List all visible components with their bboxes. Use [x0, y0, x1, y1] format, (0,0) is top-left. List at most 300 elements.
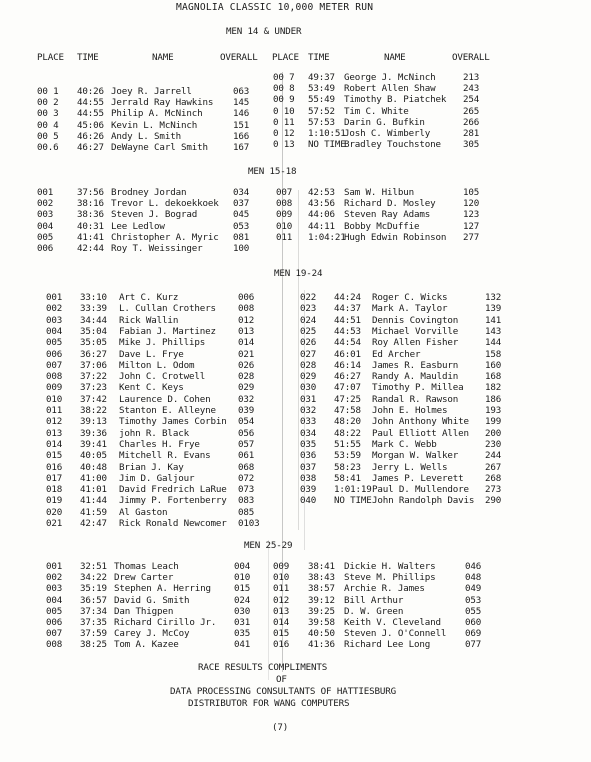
name-cell: David G. Smith [114, 594, 190, 606]
time-cell: 38:25 [80, 639, 107, 651]
overall-cell: 081 [233, 231, 250, 243]
overall-cell: 186 [485, 393, 502, 405]
overall-cell: 277 [463, 231, 480, 243]
overall-cell: 146 [233, 108, 250, 120]
time-cell: 37:42 [80, 393, 107, 405]
time-cell: 38:36 [77, 209, 104, 221]
time-cell: 46:27 [77, 142, 104, 153]
overall-cell: 132 [485, 292, 502, 303]
overall-cell: 032 [238, 393, 255, 405]
place-cell: 008 [276, 198, 293, 210]
overall-cell: 243 [463, 83, 480, 95]
time-cell: 49:37 [308, 72, 335, 83]
name-cell: Milton L. Odom [119, 359, 195, 371]
overall-cell: 244 [485, 450, 502, 462]
overall-cell: 166 [233, 130, 250, 142]
place-cell: 025 [300, 325, 317, 337]
place-cell: 011 [46, 405, 63, 416]
overall-cell: 054 [238, 416, 255, 428]
overall-cell: 160 [485, 359, 502, 371]
time-cell: 40:31 [77, 220, 104, 232]
place-cell: 00 2 [37, 97, 59, 109]
place-cell: 003 [37, 209, 54, 221]
name-cell: Kent C. Keys [119, 382, 184, 394]
footer-line: OF [276, 674, 287, 685]
time-cell: 37:56 [77, 187, 104, 198]
place-cell: 008 [46, 371, 63, 383]
place-cell: 018 [46, 484, 63, 496]
time-cell: 37:59 [80, 628, 107, 640]
name-cell: Charles H. Frye [119, 438, 200, 450]
overall-cell: 281 [463, 128, 480, 139]
time-cell: 38:41 [308, 561, 335, 572]
time-cell: 46:01 [334, 348, 361, 360]
footer-line: DISTRIBUTOR FOR WANG COMPUTERS [188, 698, 350, 709]
column-header: OVERALL [220, 52, 258, 63]
time-cell: 44:53 [334, 325, 361, 337]
name-cell: Stephen A. Herring [114, 583, 211, 595]
place-cell: 004 [37, 220, 54, 232]
place-cell: 007 [46, 359, 63, 371]
page-number: (7) [272, 722, 289, 733]
place-cell: 002 [37, 198, 54, 210]
place-cell: 015 [273, 628, 290, 640]
time-cell: 44:06 [308, 209, 335, 221]
place-cell: 012 [273, 594, 290, 606]
time-cell: 42:53 [308, 187, 335, 198]
name-cell: John Randolph Davis [372, 495, 475, 507]
place-cell: 014 [273, 617, 290, 628]
time-cell: 44:11 [308, 220, 335, 232]
time-cell: 41:59 [80, 506, 107, 518]
place-cell: 038 [300, 472, 317, 484]
page-title: MAGNOLIA CLASSIC 10,000 METER RUN [176, 2, 374, 13]
overall-cell: 127 [463, 220, 480, 232]
place-cell: 019 [46, 495, 63, 507]
overall-cell: 053 [233, 220, 250, 232]
place-cell: 008 [46, 639, 63, 651]
time-cell: NO TIME [334, 495, 372, 507]
column-header: PLACE [37, 52, 64, 63]
time-cell: 40:05 [80, 450, 107, 462]
name-cell: Darin G. Bufkin [344, 116, 425, 128]
name-cell: Brian J. Kay [119, 461, 184, 473]
name-cell: Steve M. Phillips [344, 572, 436, 584]
scan-artifact [268, 540, 269, 680]
name-cell: Bobby McDuffie [344, 220, 420, 232]
time-cell: 44:37 [334, 303, 361, 315]
overall-cell: 168 [485, 371, 502, 383]
name-cell: Michael Vorville [372, 325, 459, 337]
time-cell: 42:47 [80, 518, 107, 529]
place-cell: 0 11 [273, 116, 295, 128]
place-cell: 003 [46, 583, 63, 595]
section-heading: MEN 19-24 [274, 268, 323, 279]
overall-cell: 213 [463, 72, 480, 83]
place-cell: 013 [46, 427, 63, 439]
name-cell: Al Gaston [119, 506, 168, 518]
time-cell: 57:53 [308, 116, 335, 128]
time-cell: 37:34 [80, 605, 107, 617]
column-header: PLACE [272, 52, 299, 63]
place-cell: 020 [46, 506, 63, 518]
overall-cell: 068 [238, 461, 255, 473]
name-cell: Fabian J. Martinez [119, 325, 216, 337]
overall-cell: 193 [485, 405, 502, 416]
overall-cell: 026 [238, 359, 255, 371]
place-cell: 010 [46, 393, 63, 405]
column-header: NAME [152, 52, 174, 63]
name-cell: Randy A. Mauldin [372, 371, 459, 383]
name-cell: Lee Ledlow [111, 220, 165, 232]
name-cell: Art C. Kurz [119, 292, 179, 303]
place-cell: 009 [46, 382, 63, 394]
time-cell: 58:41 [334, 472, 361, 484]
place-cell: 022 [300, 292, 317, 303]
place-cell: 039 [300, 484, 317, 496]
time-cell: 1:10:51 [308, 128, 346, 139]
place-cell: 009 [273, 561, 290, 572]
overall-cell: 144 [485, 337, 502, 349]
overall-cell: 061 [238, 450, 255, 462]
overall-cell: 024 [234, 594, 251, 606]
name-cell: John C. Crotwell [119, 371, 206, 383]
overall-cell: 199 [485, 416, 502, 428]
time-cell: 41:41 [77, 231, 104, 243]
time-cell: 44:51 [334, 314, 361, 326]
time-cell: 37:23 [80, 382, 107, 394]
place-cell: 004 [46, 325, 63, 337]
name-cell: Roy T. Weissinger [111, 243, 203, 254]
name-cell: Mike J. Phillips [119, 337, 206, 349]
time-cell: 41:01 [80, 484, 107, 496]
place-cell: 035 [300, 438, 317, 450]
place-cell: 00 4 [37, 119, 59, 131]
time-cell: 47:07 [334, 382, 361, 394]
name-cell: Jim D. Galjour [119, 472, 195, 484]
time-cell: 53:59 [334, 450, 361, 462]
overall-cell: 158 [485, 348, 502, 360]
place-cell: 026 [300, 337, 317, 349]
overall-cell: 139 [485, 303, 502, 315]
time-cell: 42:44 [77, 243, 104, 254]
overall-cell: 055 [465, 605, 482, 617]
overall-cell: 100 [233, 243, 250, 254]
overall-cell: 045 [233, 209, 250, 221]
name-cell: Bradley Touchstone [344, 139, 441, 151]
overall-cell: 273 [485, 484, 502, 496]
place-cell: 010 [276, 220, 293, 232]
time-cell: 43:56 [308, 198, 335, 210]
time-cell: 39:36 [80, 427, 107, 439]
time-cell: 58:23 [334, 461, 361, 473]
overall-cell: 006 [238, 292, 255, 303]
scan-artifact [298, 190, 299, 530]
overall-cell: 230 [485, 438, 502, 450]
overall-cell: 004 [234, 561, 251, 572]
overall-cell: 073 [238, 484, 255, 496]
time-cell: 41:00 [80, 472, 107, 484]
place-cell: 027 [300, 348, 317, 360]
name-cell: Drew Carter [114, 572, 174, 584]
overall-cell: 290 [485, 495, 502, 507]
section-heading: MEN 15-18 [248, 166, 297, 177]
name-cell: Jerrald Ray Hawkins [111, 97, 214, 109]
place-cell: 001 [37, 187, 54, 198]
overall-cell: 035 [234, 628, 251, 640]
name-cell: Timothy James Corbin [119, 416, 227, 428]
overall-cell: 200 [485, 427, 502, 439]
column-header: OVERALL [452, 52, 490, 63]
name-cell: Bill Arthur [344, 594, 404, 606]
place-cell: 00 8 [273, 83, 295, 95]
overall-cell: 069 [465, 628, 482, 640]
place-cell: 024 [300, 314, 317, 326]
name-cell: john R. Black [119, 427, 189, 439]
place-cell: 031 [300, 393, 317, 405]
name-cell: Dennis Covington [372, 314, 459, 326]
overall-cell: 167 [233, 142, 250, 153]
time-cell: 33:10 [80, 292, 107, 303]
overall-cell: 008 [238, 303, 255, 315]
time-cell: 45:06 [77, 119, 104, 131]
place-cell: 009 [276, 209, 293, 221]
time-cell: 36:27 [80, 348, 107, 360]
column-header: TIME [308, 52, 330, 63]
name-cell: George J. McNinch [344, 72, 436, 83]
place-cell: 010 [273, 572, 290, 584]
place-cell: 033 [300, 416, 317, 428]
overall-cell: 041 [234, 639, 251, 651]
overall-cell: 0103 [238, 518, 260, 529]
name-cell: Philip A. McNinch [111, 108, 203, 120]
name-cell: John Anthony White [372, 416, 469, 428]
time-cell: 33:39 [80, 303, 107, 315]
name-cell: Ed Archer [372, 348, 421, 360]
name-cell: Kevin L. McNinch [111, 119, 198, 131]
overall-cell: 060 [465, 617, 482, 628]
place-cell: 002 [46, 303, 63, 315]
name-cell: Rick Wallin [119, 314, 179, 326]
place-cell: 007 [276, 187, 293, 198]
name-cell: Steven J. O'Connell [344, 628, 447, 640]
time-cell: 35:04 [80, 325, 107, 337]
place-cell: 00 1 [37, 86, 59, 97]
overall-cell: 013 [238, 325, 255, 337]
name-cell: Richard Cirillo Jr. [114, 617, 217, 628]
overall-cell: 265 [463, 105, 480, 117]
name-cell: James R. Easburn [372, 359, 459, 371]
place-cell: 016 [273, 639, 290, 651]
overall-cell: 083 [238, 495, 255, 507]
place-cell: 0 10 [273, 105, 295, 117]
footer-line: RACE RESULTS COMPLIMENTS [198, 662, 328, 673]
overall-cell: 151 [233, 119, 250, 131]
place-cell: 00 7 [273, 72, 295, 83]
place-cell: 034 [300, 427, 317, 439]
name-cell: Stanton E. Alleyne [119, 405, 216, 416]
place-cell: 030 [300, 382, 317, 394]
time-cell: 41:44 [80, 495, 107, 507]
time-cell: 48:22 [334, 427, 361, 439]
overall-cell: 145 [233, 97, 250, 109]
name-cell: Steven J. Bograd [111, 209, 198, 221]
name-cell: Sam W. Hilbun [344, 187, 414, 198]
overall-cell: 120 [463, 198, 480, 210]
time-cell: 39:58 [308, 617, 335, 628]
time-cell: 57:52 [308, 105, 335, 117]
time-cell: 38:57 [308, 583, 335, 595]
overall-cell: 254 [463, 94, 480, 106]
name-cell: Mark A. Taylor [372, 303, 448, 315]
overall-cell: 048 [465, 572, 482, 584]
overall-cell: 014 [238, 337, 255, 349]
overall-cell: 182 [485, 382, 502, 394]
time-cell: 47:25 [334, 393, 361, 405]
name-cell: Mark C. Webb [372, 438, 437, 450]
name-cell: Dan Thigpen [114, 605, 174, 617]
overall-cell: 123 [463, 209, 480, 221]
place-cell: 0 12 [273, 128, 295, 139]
place-cell: 037 [300, 461, 317, 473]
time-cell: 53:49 [308, 83, 335, 95]
overall-cell: 049 [465, 583, 482, 595]
overall-cell: 056 [238, 427, 255, 439]
overall-cell: 031 [234, 617, 251, 628]
time-cell: 39:41 [80, 438, 107, 450]
time-cell: 38:22 [80, 405, 107, 416]
overall-cell: 012 [238, 314, 255, 326]
time-cell: 40:48 [80, 461, 107, 473]
name-cell: Paul Elliott Allen [372, 427, 469, 439]
name-cell: Richard Lee Long [344, 639, 431, 651]
place-cell: 00 3 [37, 108, 59, 120]
place-cell: 032 [300, 405, 317, 416]
time-cell: 34:22 [80, 572, 107, 584]
time-cell: 40:26 [77, 86, 104, 97]
place-cell: 0 13 [273, 139, 295, 151]
name-cell: Tim C. White [344, 105, 409, 117]
footer-line: DATA PROCESSING CONSULTANTS OF HATTIESBURG [170, 686, 397, 697]
place-cell: 014 [46, 438, 63, 450]
overall-cell: 266 [463, 116, 480, 128]
place-cell: 001 [46, 561, 63, 572]
name-cell: Mitchell R. Evans [119, 450, 211, 462]
name-cell: Christopher A. Myric [111, 231, 219, 243]
place-cell: 036 [300, 450, 317, 462]
place-cell: 005 [46, 337, 63, 349]
name-cell: Morgan W. Walker [372, 450, 459, 462]
place-cell: 013 [273, 605, 290, 617]
time-cell: 32:51 [80, 561, 107, 572]
time-cell: 46:14 [334, 359, 361, 371]
name-cell: Josh C. Wimberly [344, 128, 431, 139]
place-cell: 003 [46, 314, 63, 326]
name-cell: Steven Ray Adams [344, 209, 431, 221]
time-cell: 39:25 [308, 605, 335, 617]
name-cell: Roger C. Wicks [372, 292, 448, 303]
time-cell: 44:54 [334, 337, 361, 349]
overall-cell: 105 [463, 187, 480, 198]
column-header: TIME [77, 52, 99, 63]
time-cell: 44:55 [77, 97, 104, 109]
name-cell: Timothy P. Millea [372, 382, 464, 394]
time-cell: 35:05 [80, 337, 107, 349]
time-cell: 46:26 [77, 130, 104, 142]
overall-cell: 039 [238, 405, 255, 416]
time-cell: 44:24 [334, 292, 361, 303]
place-cell: 023 [300, 303, 317, 315]
column-header: NAME [384, 52, 406, 63]
overall-cell: 085 [238, 506, 255, 518]
overall-cell: 143 [485, 325, 502, 337]
time-cell: 38:16 [77, 198, 104, 210]
time-cell: 40:50 [308, 628, 335, 640]
time-cell: 1:01:19 [334, 484, 372, 496]
overall-cell: 037 [233, 198, 250, 210]
place-cell: 001 [46, 292, 63, 303]
place-cell: 017 [46, 472, 63, 484]
name-cell: Hugh Edwin Robinson [344, 231, 447, 243]
overall-cell: 010 [234, 572, 251, 584]
place-cell: 021 [46, 518, 63, 529]
name-cell: Brodney Jordan [111, 187, 187, 198]
time-cell: 48:20 [334, 416, 361, 428]
place-cell: 00 5 [37, 130, 59, 142]
name-cell: Roy Allen Fisher [372, 337, 459, 349]
time-cell: 47:58 [334, 405, 361, 416]
time-cell: 39:12 [308, 594, 335, 606]
name-cell: John E. Holmes [372, 405, 448, 416]
time-cell: 55:49 [308, 94, 335, 106]
time-cell: 41:36 [308, 639, 335, 651]
time-cell: NO TIME [308, 139, 346, 151]
overall-cell: 030 [234, 605, 251, 617]
name-cell: Joey R. Jarrell [111, 86, 192, 97]
overall-cell: 267 [485, 461, 502, 473]
place-cell: 002 [46, 572, 63, 584]
place-cell: 011 [273, 583, 290, 595]
name-cell: Dave L. Frye [119, 348, 184, 360]
time-cell: 1:04:21 [308, 231, 346, 243]
name-cell: Rick Ronald Newcomer [119, 518, 227, 529]
name-cell: Randal R. Rawson [372, 393, 459, 405]
time-cell: 39:13 [80, 416, 107, 428]
time-cell: 37:22 [80, 371, 107, 383]
time-cell: 44:55 [77, 108, 104, 120]
overall-cell: 268 [485, 472, 502, 484]
overall-cell: 057 [238, 438, 255, 450]
name-cell: Jerry L. Wells [372, 461, 448, 473]
name-cell: Paul D. Mullendore [372, 484, 469, 496]
place-cell: 012 [46, 416, 63, 428]
name-cell: Andy L. Smith [111, 130, 181, 142]
time-cell: 46:27 [334, 371, 361, 383]
place-cell: 00.6 [37, 142, 59, 153]
name-cell: Laurence D. Cohen [119, 393, 211, 405]
overall-cell: 021 [238, 348, 255, 360]
place-cell: 029 [300, 371, 317, 383]
place-cell: 005 [46, 605, 63, 617]
place-cell: 028 [300, 359, 317, 371]
time-cell: 35:19 [80, 583, 107, 595]
place-cell: 007 [46, 628, 63, 640]
name-cell: Jimmy P. Fortenberry [119, 495, 227, 507]
place-cell: 040 [300, 495, 317, 507]
time-cell: 37:35 [80, 617, 107, 628]
overall-cell: 141 [485, 314, 502, 326]
name-cell: Robert Allen Shaw [344, 83, 436, 95]
